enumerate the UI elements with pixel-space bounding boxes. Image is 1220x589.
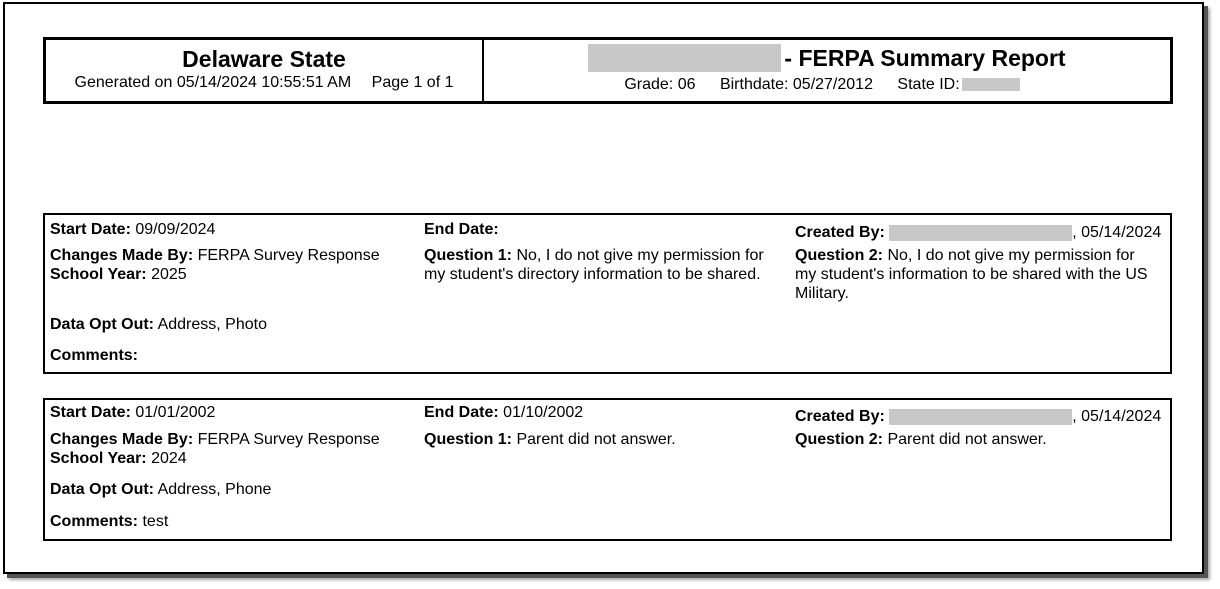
ferpa-record [43, 213, 1172, 374]
birthdate-label: Birthdate: [719, 76, 789, 93]
start-date: Start Date: 09/09/2024 [50, 221, 216, 238]
ferpa-record [43, 398, 1172, 541]
start-date: Start Date: 01/01/2002 [50, 404, 216, 421]
state-id-info [897, 76, 1029, 93]
generated-timestamp: 05/14/2024 10:55:51 AM [176, 74, 352, 91]
birthdate-value: 05/27/2012 [792, 76, 873, 93]
comments: Comments: test [50, 513, 169, 530]
header-district-panel [46, 40, 484, 101]
changes-made-by: Changes Made By: FERPA Survey Response [50, 247, 380, 264]
district-title: Delaware State [182, 46, 346, 72]
changes-made-by: Changes Made By: FERPA Survey Response [50, 431, 380, 448]
end-date: End Date: [424, 221, 499, 238]
redacted-creator [889, 225, 1072, 241]
data-opt-out: Data Opt Out: Address, Photo [50, 316, 267, 333]
data-opt-out: Data Opt Out: Address, Phone [50, 481, 272, 498]
question-2: Question 2: No, I do not give my permission for my student's information to be shared with the US Military. [795, 247, 1148, 302]
school-year: School Year: 2025 [50, 266, 187, 283]
report-title-line [484, 44, 1170, 72]
school-year: School Year: 2024 [50, 450, 187, 467]
birthdate-info [720, 76, 873, 93]
redacted-state-id [962, 78, 1020, 91]
generated-line [46, 74, 482, 92]
created-by: Created By: , 05/14/2024 [795, 224, 1162, 241]
generated-label: Generated on [74, 74, 173, 91]
question-1: Question 1: No, I do not give my permission for my student's directory information to be shared. [424, 247, 764, 283]
report-header [43, 37, 1173, 104]
grade-value: 06 [677, 76, 696, 93]
redacted-creator [889, 409, 1072, 425]
report-title: - FERPA Summary Report [784, 45, 1066, 71]
header-student-panel [484, 40, 1170, 101]
student-info-line [484, 76, 1170, 94]
grade-label: Grade: [624, 76, 674, 93]
created-by: Created By: , 05/14/2024 [795, 408, 1162, 425]
redacted-student-name [588, 44, 781, 72]
state-id-label: State ID: [897, 76, 960, 93]
question-2: Question 2: Parent did not answer. [795, 431, 1047, 448]
question-1: Question 1: Parent did not answer. [424, 431, 676, 448]
page-number: Page 1 of 1 [371, 74, 454, 91]
end-date: End Date: 01/10/2002 [424, 404, 584, 421]
grade-info [624, 76, 695, 93]
comments: Comments: [50, 347, 139, 364]
